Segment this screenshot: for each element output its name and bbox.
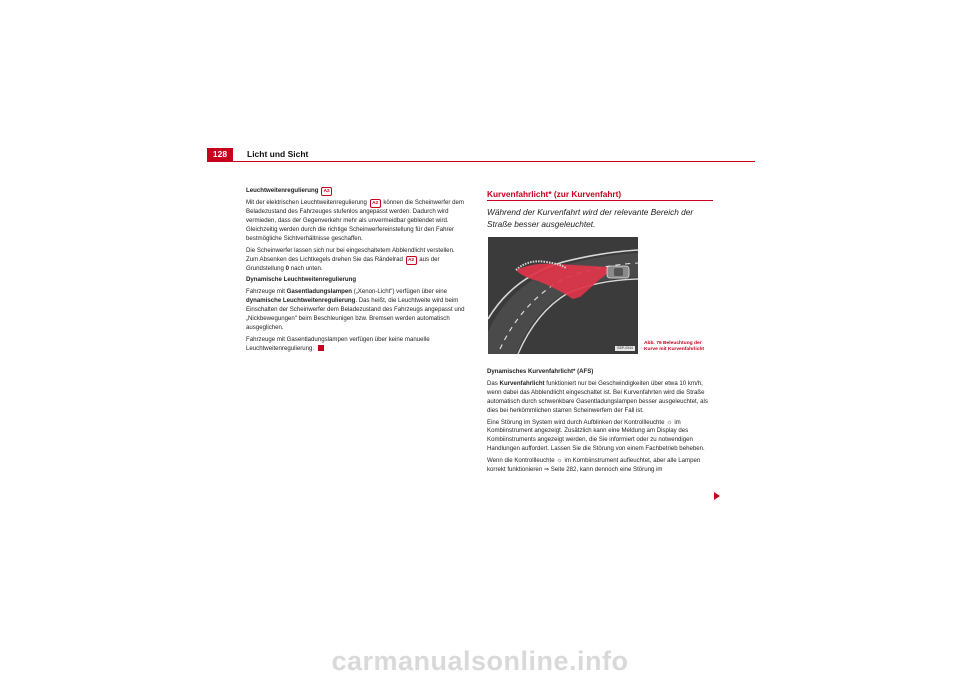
figure-caption: Abb. 76 Beleuchtung der Kurve mit Kurvenfahrlicht [644,341,705,353]
header-rule [207,161,755,162]
watermark: carmanualsonline.info [331,646,629,676]
curve-light-illustration [488,237,638,354]
paragraph-afs: Das Kurvenfahrlicht funktioniert nur bei Geschwindigkeiten über etwa 10 km/h, wenn dabei das Abblendlicht eingeschaltet ist. Bei Kurvenfahrten wird die Straße automatisch durch schwenkbare Gasentladungslampen besser ausgeleuchtet, als dies bei herkömmlichen starren Scheinwerfern der Fall ist. [487,379,708,414]
figure-ref-badge: A2 [370,199,381,208]
figure-ref-badge: A2 [406,256,417,265]
paragraph-no-manual: Fahrzeuge mit Gasentladungslampen verfügen über keine manuelle Leuchtweitenregulierung. [246,335,430,352]
paragraph-fault: Eine Störung im System wird durch Aufblinken der Kontrollleuchte ☼ im Kombiinstrument angezeigt. Zusätzlich kann eine Meldung am Display des Kombiinstruments angezeigt werden, die Sie informiert oder zu notwendigen Handlungen auffordert. Lassen Sie die Störung von einem Fachbetrieb beheben. [487,418,705,453]
road-curve-drawing [488,237,638,354]
curve-light-warning-icon: ☼ [666,418,673,426]
section-title: Kurvenfahrlicht* (zur Kurvenfahrt) [487,189,622,199]
curve-light-warning-icon: ☼ [556,457,563,465]
figure-ref-badge: A2 [321,187,332,196]
end-mark-icon [318,345,324,351]
chapter-title: Licht und Sicht [247,149,309,159]
paragraph-intro: Mit der elektrischen Leuchtweitenregulierung A2 können die Scheinwerfer dem Beladezustand des Fahrzeuges stufenlos angepasst werden. Dadurch wird vermieden, dass der Gegenverkehr mehr als unvermeidbar geblendet wird. Gleichzeitig werden durch die richtige Scheinwerfereinstellung für den Fahrer bestmögliche Sichtverhältnisse geschaffen. [246,199,464,242]
continue-arrow-icon [714,492,720,500]
right-column [487,368,713,478]
heading-afs: Dynamisches Kurvenfahrlicht* (AFS) [487,368,594,375]
heading-leuchtweitenregulierung: Leuchtweitenregulierung A2 [246,187,468,196]
paragraph-lamp: Wenn die Kontrollleuchte ☼ im Kombiinstrument aufleuchtet, aber alle Lampen korrekt funktionieren ⇒ Seite 282, kann dennoch eine Störung im [487,457,701,474]
page-number: 128 [212,149,228,159]
heading-dynamic: Dynamische Leuchtweitenregulierung [246,276,357,284]
paragraph-adjust: Die Scheinwerfer lassen sich nur bei eingeschaltetem Abblendlicht verstellen. Zum Absenken des Lichtkegels drehen Sie das Rändelrad A2 aus der Grundstellung 0 nach unten. [246,246,455,272]
paragraph-dynamic: Fahrzeuge mit Gasentladungslampen („Xenon-Licht") verfügen über eine dynamische Leuchtweitenregulierung. Das heißt, die Leuchtweite wird beim Einschalten der Scheinwerfer dem Beladezustand des Fahrzeugs angepasst und „Nickbewegungen" beim Beschleunigen bzw. Bremsen werden automatisch ausgeglichen. [246,288,465,331]
left-column [246,187,468,357]
section-intro: Während der Kurvenfahrt wird der relevante Bereich der Straße besser ausgeleuchtet. [487,207,694,229]
page-header [207,148,755,162]
page-number-box [207,148,233,162]
figure-code: B5P-0344 [617,346,633,350]
section-rule [487,200,713,201]
